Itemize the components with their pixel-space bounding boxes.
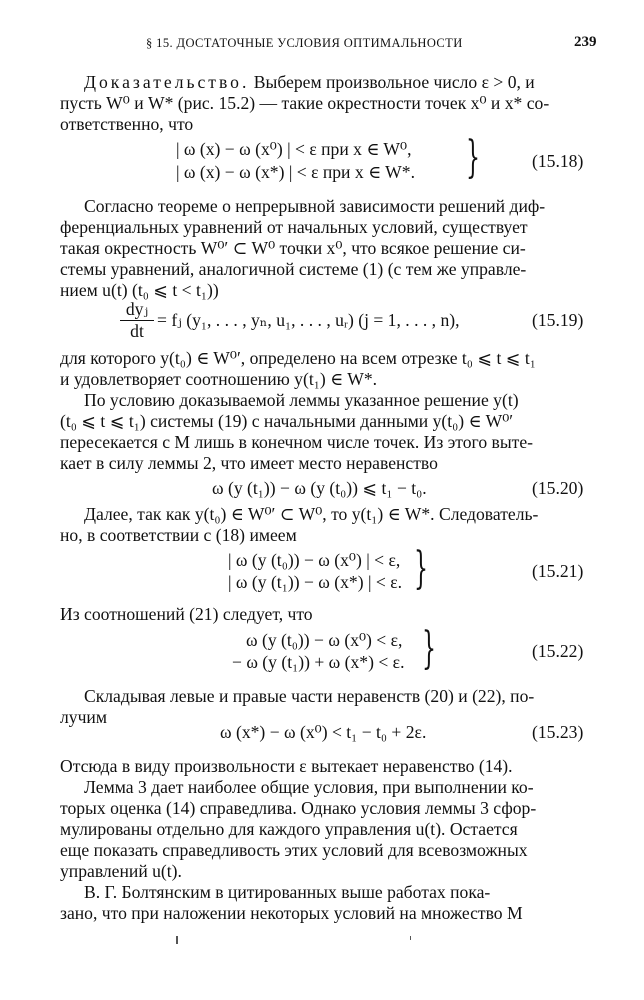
text-line: Лемма 3 дает наиболее общие условия, при выполнении ко- <box>84 777 534 797</box>
equation-number: (15.23) <box>532 722 584 742</box>
text-line: Из соотношений (21) следует, что <box>60 604 313 624</box>
equation-number: (15.18) <box>532 151 584 171</box>
text-line: и удовлетворяет соотношению y(t₁) ∈ W*. <box>60 369 378 389</box>
text-line: Далее, так как y(t₀) ∈ W⁰′ ⊂ W⁰, то y(t₁) ∈ W*. Следователь- <box>84 504 539 524</box>
scan-speck <box>176 936 178 944</box>
text-line: ответственно, что <box>60 114 194 134</box>
text-line: пересекается с M лишь в конечном числе точек. Из этого выте- <box>60 432 533 452</box>
text-line: ференциальных уравнений от начальных условий, существует <box>60 217 528 237</box>
text-line: стемы уравнений, аналогичной системе (1) (с тем же управле- <box>60 259 527 279</box>
text-line: торых оценка (14) справедлива. Однако условия леммы 3 сфор- <box>60 798 537 818</box>
proof-label: Доказательство. <box>84 72 250 92</box>
right-brace: } <box>414 543 428 594</box>
text-line: мулированы отдельно для каждого управления u(t). Остается <box>60 819 518 839</box>
equation-line: − ω (y (t₁)) + ω (x*) < ε. <box>232 652 405 672</box>
equation-number: (15.22) <box>532 641 584 661</box>
text-span: Выберем произвольное число ε > 0, и <box>249 72 535 92</box>
equation-line: ω (y (t₀)) − ω (x⁰) < ε, <box>246 630 403 650</box>
equation-line: ω (x*) − ω (x⁰) < t₁ − t₀ + 2ε. <box>220 722 427 742</box>
text-line: еще показать справедливость этих условий для всевозможных <box>60 840 528 860</box>
fraction-denominator: dt <box>130 321 144 341</box>
equation-number: (15.20) <box>532 478 584 498</box>
equation-line: | ω (x) − ω (x⁰) | < ε при x ∈ W⁰, <box>176 139 412 159</box>
equation-line: | ω (y (t₁)) − ω (x*) | < ε. <box>228 572 402 592</box>
text-line: кает в силу леммы 2, что имеет место неравенство <box>60 453 438 473</box>
equation-number: (15.21) <box>532 561 584 581</box>
right-brace: } <box>466 132 480 183</box>
text-line: По условию доказываемой леммы указанное решение y(t) <box>84 390 519 410</box>
right-brace: } <box>422 623 436 674</box>
text-line: Согласно теореме о непрерывной зависимости решений диф- <box>84 196 546 216</box>
equation-line: | ω (y (t₀)) − ω (x⁰) | < ε, <box>228 550 401 570</box>
text-line: нием u(t) (t₀ ⩽ t < t₁)) <box>60 280 219 300</box>
text-line: лучим <box>60 707 107 727</box>
page-number: 239 <box>574 34 597 50</box>
text-line: зано, что при наложении некоторых условий на множество M <box>60 903 523 923</box>
fraction-numerator: dyⱼ <box>125 299 149 319</box>
text-line: такая окрестность W⁰′ ⊂ W⁰ точки x⁰, что всякое решение си- <box>60 238 526 258</box>
equation-line: | ω (x) − ω (x*) | < ε при x ∈ W*. <box>176 162 415 182</box>
text-line: (t₀ ⩽ t ⩽ t₁) системы (19) с начальными данными y(t₀) ∈ W⁰′ <box>60 411 514 431</box>
equation-line: ω (y (t₁)) − ω (y (t₀)) ⩽ t₁ − t₀. <box>212 478 427 498</box>
text-line: В. Г. Болтянским в цитированных выше работах пока- <box>84 882 491 902</box>
text-line: но, в соответствии с (18) имеем <box>60 525 297 545</box>
text-line: пусть W⁰ и W* (рис. 15.2) — такие окрестности точек x⁰ и x* со- <box>60 93 550 113</box>
text-line: управлений u(t). <box>60 861 182 881</box>
scan-speck <box>410 936 411 940</box>
text-line: Отсюда в виду произвольности ε вытекает неравенство (14). <box>60 756 513 776</box>
equation-number: (15.19) <box>532 310 584 330</box>
equation-line: = fⱼ (y₁, . . . , yₙ, u₁, . . . , uᵣ) (j = 1, . . . , n), <box>157 310 460 330</box>
text-line: Складывая левые и правые части неравенств (20) и (22), по- <box>84 686 535 706</box>
running-title: § 15. ДОСТАТОЧНЫЕ УСЛОВИЯ ОПТИМАЛЬНОСТИ <box>146 36 463 50</box>
page-header <box>0 34 644 58</box>
text-line <box>84 72 535 92</box>
text-line: для которого y(t₀) ∈ W⁰′, определено на всем отрезке t₀ ⩽ t ⩽ t₁ <box>60 348 536 368</box>
